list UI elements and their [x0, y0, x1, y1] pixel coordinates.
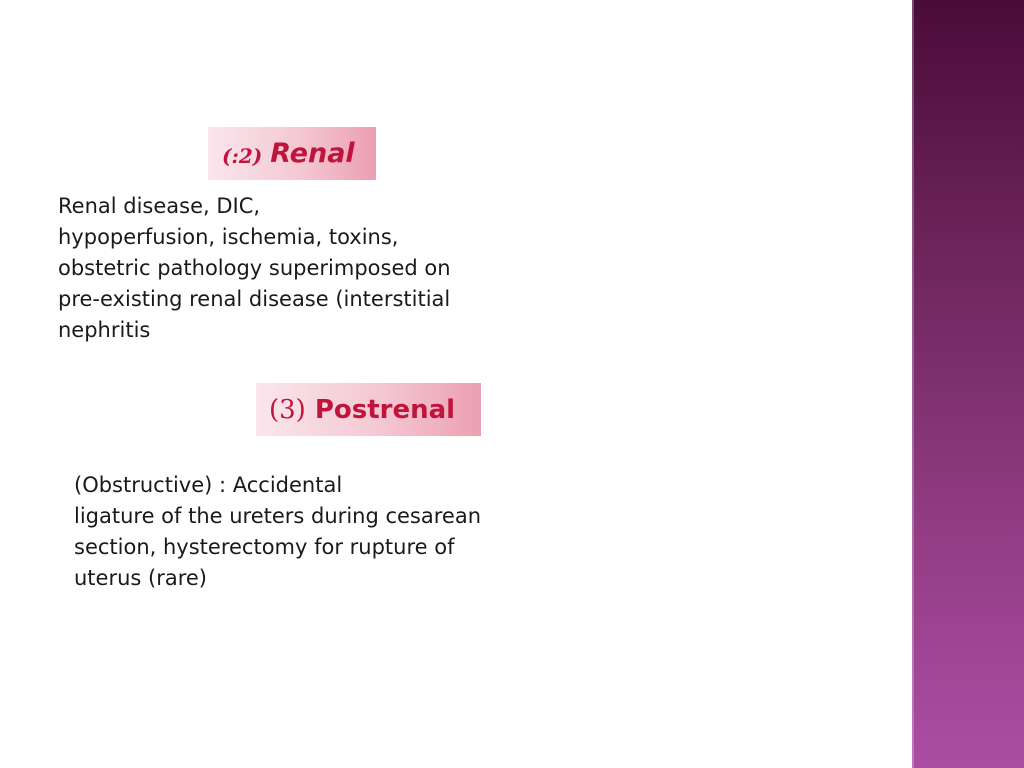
renal-heading	[208, 127, 376, 180]
renal-heading-number: (:2)	[222, 143, 263, 168]
postrenal-description-line: section, hysterectomy for rupture of	[74, 535, 455, 559]
renal-heading-title: Renal	[270, 138, 355, 169]
renal-description-line: nephritis	[58, 318, 151, 342]
renal-description-line: Renal disease, DIC,	[58, 194, 261, 218]
postrenal-heading-number: (3)	[269, 394, 306, 425]
postrenal-heading	[256, 383, 481, 436]
renal-description-line: pre-existing renal disease (interstitial	[58, 287, 451, 311]
renal-description	[58, 191, 451, 346]
renal-description-line: obstetric pathology superimposed on	[58, 256, 451, 280]
side-band-edge	[912, 0, 914, 768]
postrenal-description-line: (Obstructive) : Accidental	[74, 473, 343, 497]
postrenal-heading-title: Postrenal	[314, 394, 456, 425]
renal-description-line: hypoperfusion, ischemia, toxins,	[58, 225, 399, 249]
decorative-side-band	[912, 0, 1024, 768]
postrenal-description	[74, 470, 481, 594]
postrenal-description-line: ligature of the ureters during cesarean	[74, 504, 482, 528]
postrenal-description-line: uterus (rare)	[74, 566, 208, 590]
